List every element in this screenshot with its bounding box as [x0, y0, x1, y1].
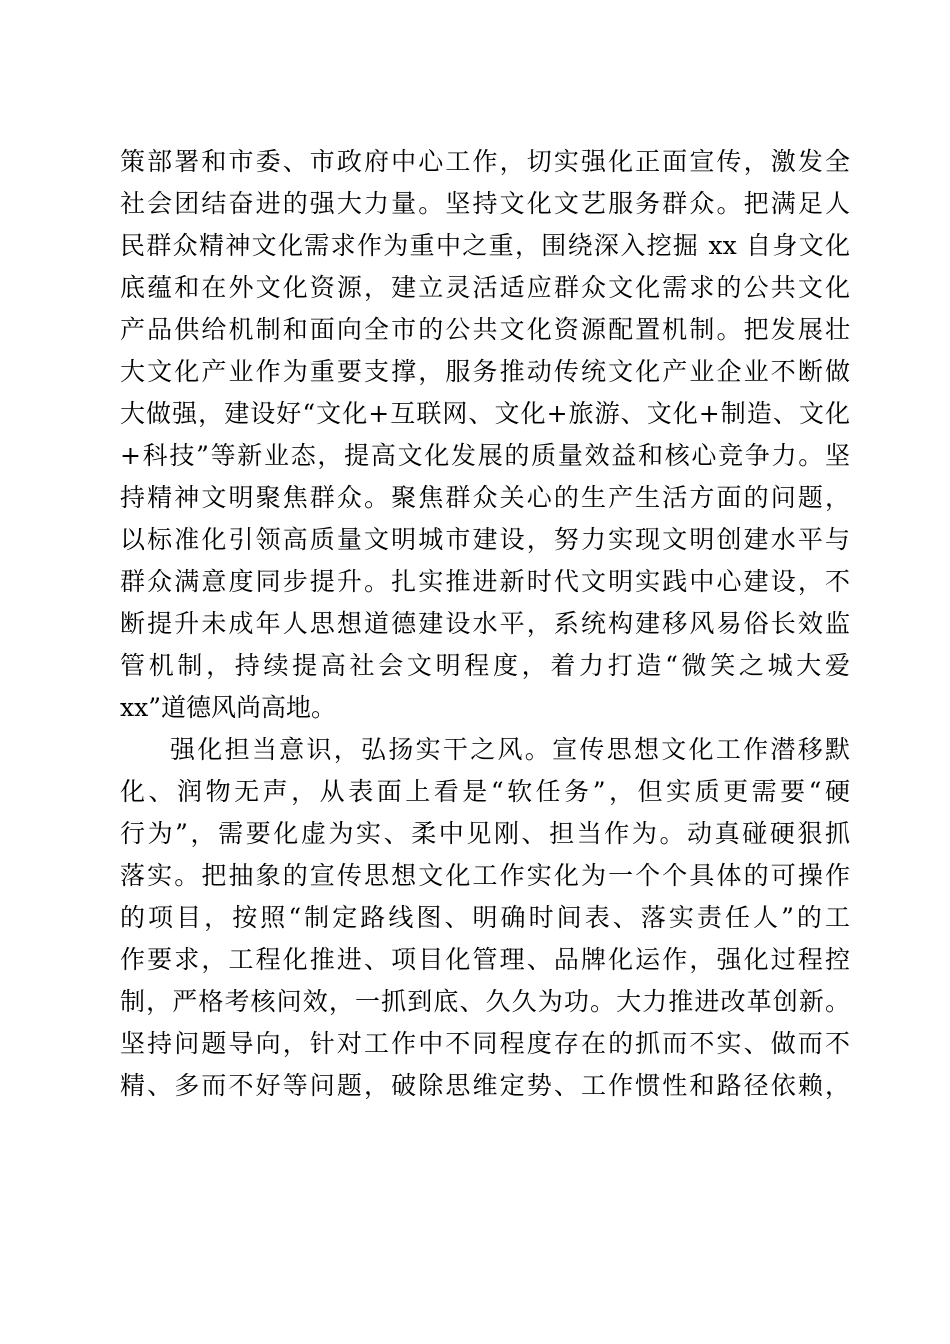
text-line: 的项目，按照“制定路线图、明确时间表、落实责任人”的工 — [120, 903, 850, 932]
text-line: 民群众精神文化需求作为重中之重，围绕深入挖掘 xx 自身文化 — [120, 231, 850, 260]
text-line: 大做强，建设好“文化+互联网、文化+旅游、文化+制造、文化 — [120, 399, 850, 428]
text-line: 制，严格考核问效，一抓到底、久久为功。大力推进改革创新。 — [120, 987, 850, 1016]
text-line: +科技”等新业态，提高文化发展的质量效益和核心竞争力。坚 — [120, 441, 850, 470]
text-line: 持精神文明聚焦群众。聚焦群众关心的生产生活方面的问题， — [120, 483, 850, 512]
text-line: 管机制，持续提高社会文明程度，着力打造“微笑之城大爱 — [120, 651, 850, 680]
paragraph-end-line: xx”道德风尚高地。 — [120, 693, 336, 722]
text-line: 作要求，工程化推进、项目化管理、品牌化运作，强化过程控 — [120, 945, 850, 974]
text-line: 行为”，需要化虚为实、柔中见刚、担当作为。动真碰硬狠抓 — [120, 819, 850, 848]
body-text — [120, 141, 850, 1107]
text-line: 精、多而不好等问题，破除思维定势、工作惯性和路径依赖， — [120, 1071, 850, 1100]
text-line: 落实。把抽象的宣传思想文化工作实化为一个个具体的可操作 — [120, 861, 850, 890]
text-line: 以标准化引领高质量文明城市建设，努力实现文明创建水平与 — [120, 525, 850, 554]
text-line: 策部署和市委、市政府中心工作，切实强化正面宣传，激发全 — [120, 147, 850, 176]
text-line: 大文化产业作为重要支撑，服务推动传统文化产业企业不断做 — [120, 357, 850, 386]
text-line: 化、润物无声，从表面上看是“软任务”，但实质更需要“硬 — [120, 777, 850, 806]
text-line: 断提升未成年人思想道德建设水平，系统构建移风易俗长效监 — [120, 609, 850, 638]
paragraph-start-line: 强化担当意识，弘扬实干之风。宣传思想文化工作潜移默 — [170, 735, 850, 764]
text-line: 产品供给机制和面向全市的公共文化资源配置机制。把发展壮 — [120, 315, 850, 344]
text-line: 群众满意度同步提升。扎实推进新时代文明实践中心建设，不 — [120, 567, 850, 596]
text-line: 社会团结奋进的强大力量。坚持文化文艺服务群众。把满足人 — [120, 189, 850, 218]
text-line: 底蕴和在外文化资源，建立灵活适应群众文化需求的公共文化 — [120, 273, 850, 302]
text-line: 坚持问题导向，针对工作中不同程度存在的抓而不实、做而不 — [120, 1029, 850, 1058]
